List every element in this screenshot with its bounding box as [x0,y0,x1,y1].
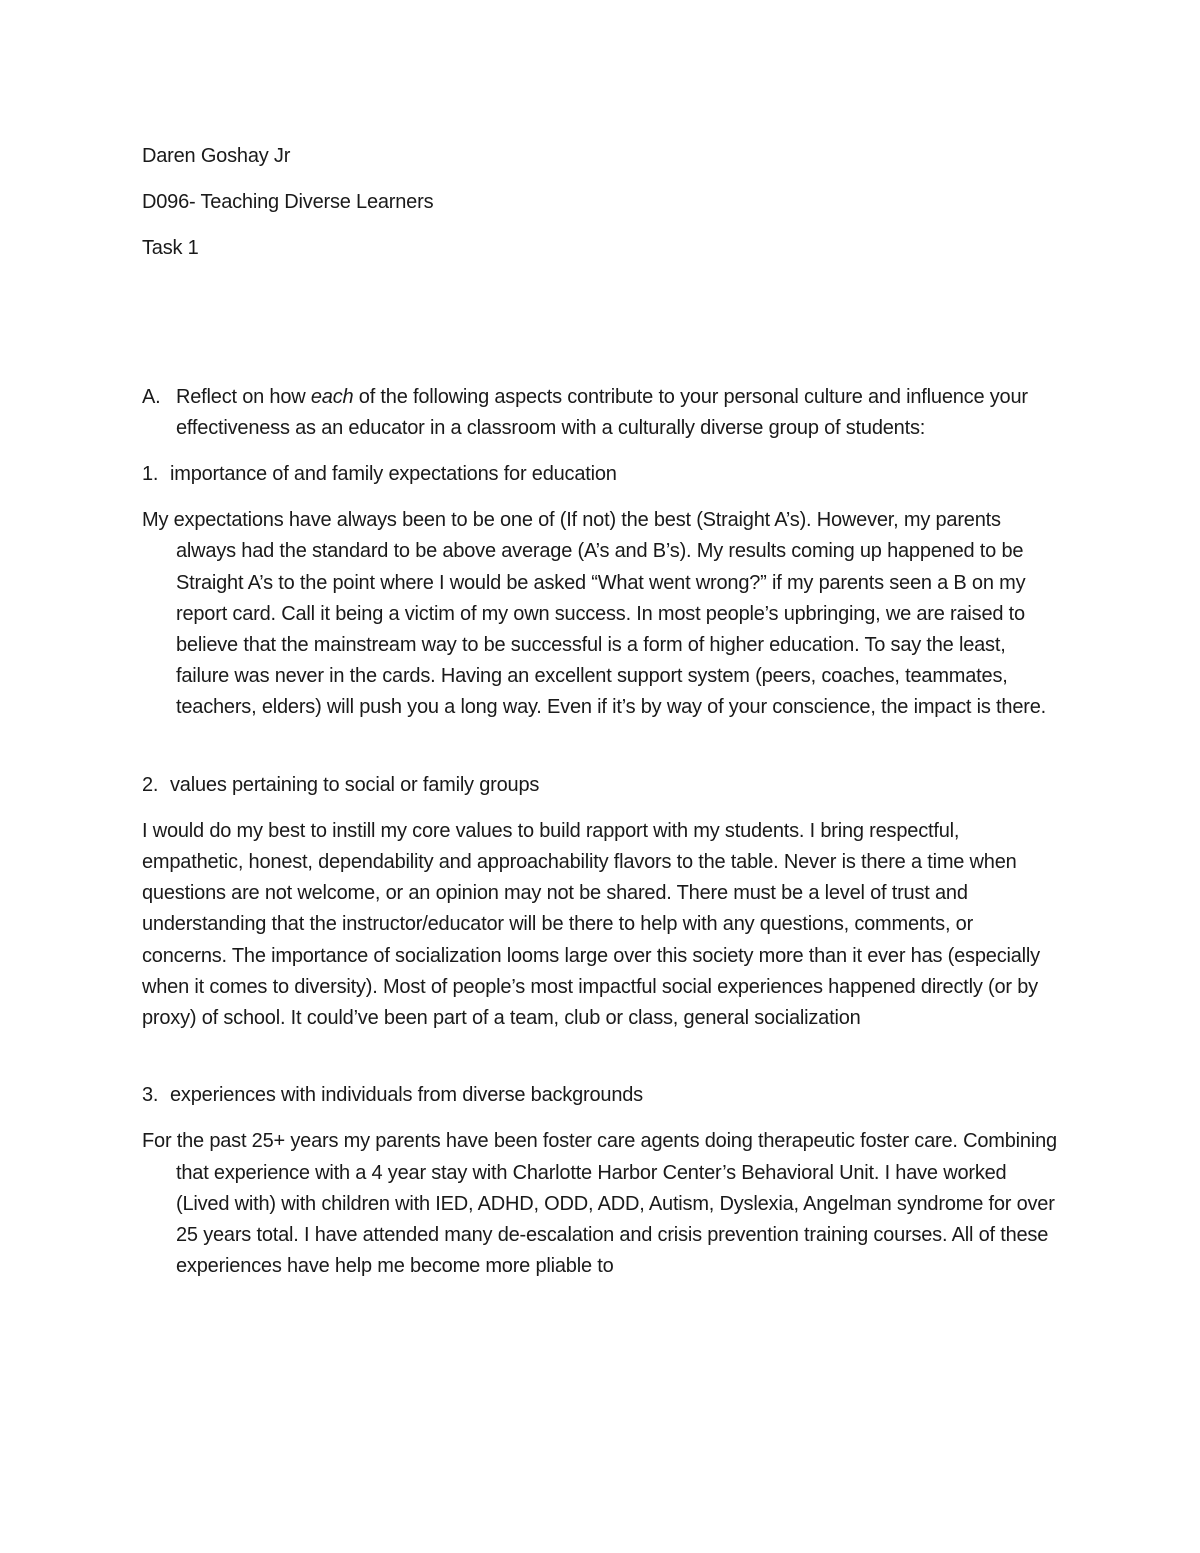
section-2-heading [142,770,1062,801]
section-3-body: For the past 25+ years my parents have been foster care agents doing therapeutic foster care. Combining that experience with a 4 year stay with Charlotte Harbor Center’s Behavioral Unit. I have worked (Lived with) with children with IED, ADHD, ODD, ADD, Autism, Dyslexia, Angelman syndrome for over 25 years total. I have attended many de-escalation and crisis prevention training courses. All of these experiences have help me become more pliable to [142,1130,1057,1278]
document-body [142,141,1062,1282]
section-1-body: My expectations have always been to be one of (If not) the best (Straight A’s). However, my parents always had the standard to be above average (A’s and B’s). My results coming up happened to be Straight A’s to the point where I would be asked “What went wrong?” if my parents seen a B on my report card. Call it being a victim of my own success. In most people’s upbringing, we are raised to believe that the mainstream way to be successful is a form of higher education. To say the least, failure was never in the cards. Having an excellent support system (peers, coaches, teammates, teachers, elders) will push you a long way. Even if it’s by way of your conscience, the impact is there. [142,509,1046,719]
prompt-item [142,382,1062,444]
section-1-heading-text: importance of and family expectations for education [170,463,617,486]
spacer [142,724,1062,770]
spacer [142,280,1062,382]
author-name: Daren Goshay Jr [142,145,291,167]
section-3-heading [142,1080,1062,1111]
section-2-number: 2. [142,773,159,796]
section-2-body: I would do my best to instill my core values to build rapport with my students. I bring respectful, empathetic, honest, dependability and approachability flavors to the table. Never is there a time when questions are not welcome, or an opinion may not be shared. There must be a level of trust and understanding that the instructor/educator will be there to help with any questions, comments, or concerns. The importance of socialization looms large over this society more than it ever has (especially when it comes to diversity). Most of people’s most impactful social experiences happened directly (or by proxy) of school. It could’ve been part of a team, club or class, general socialization [142,819,1040,1030]
section-3-number: 3. [142,1084,159,1107]
course-title: D096- Teaching Diverse Learners [142,191,434,214]
prompt-marker: A. [142,385,161,408]
section-2-heading-text: values pertaining to social or family groups [170,773,540,796]
section-3-heading-text: experiences with individuals from diverse backgrounds [170,1084,643,1107]
prompt-text-before: Reflect on how [176,385,311,408]
prompt-text-emphasis: each [310,385,354,408]
section-1-heading [142,459,1062,490]
spacer [142,1034,1062,1080]
prompt-text-after: of the following aspects contribute to your personal culture and influence your effectiveness as an educator in a classroom with a culturally diverse group of students: [176,385,1028,439]
section-1-number: 1. [142,463,159,486]
task-label: Task 1 [142,237,199,260]
